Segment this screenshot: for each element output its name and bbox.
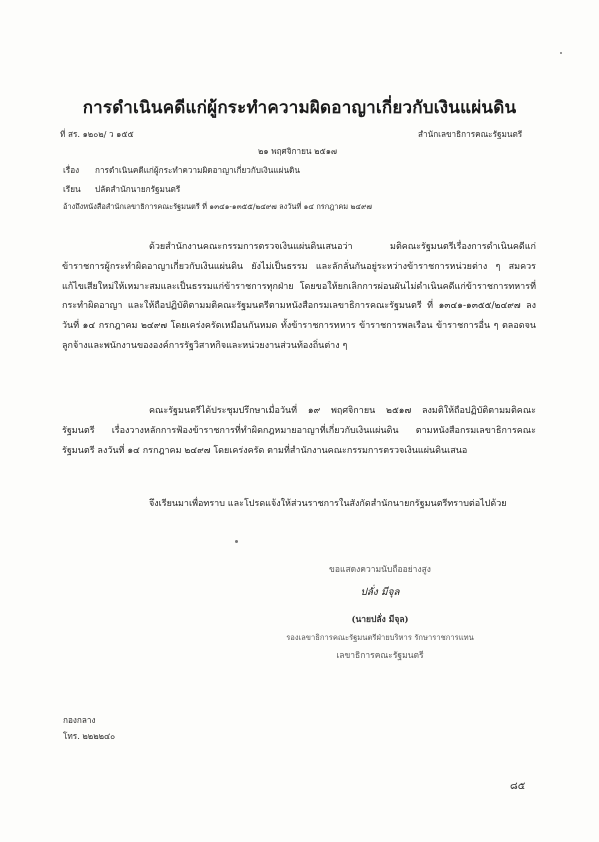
issuing-office: สำนักเลขาธิการคณะรัฐมนตรี (418, 129, 523, 139)
signatory-name: (นายปลั่ง มีจุล) (351, 615, 409, 625)
body-paragraph-3 (62, 495, 536, 515)
scan-speck (560, 52, 562, 54)
scan-speck (235, 540, 238, 543)
body-paragraph-1 (62, 238, 536, 357)
body-paragraph-3-text: จึงเรียนมาเพื่อทราบ และโปรดแจ้งให้ส่วนราชการในสังกัดสำนักนายกรัฐมนตรีทราบต่อไปด้วย (149, 499, 507, 509)
subject-label: เรื่อง (63, 165, 80, 175)
recipient-label: เรียน (63, 184, 81, 194)
body-paragraph-2 (62, 402, 536, 461)
phone-number: โทร. ๒๒๒๒๔๐ (63, 731, 116, 741)
body-paragraph-2-text: คณะรัฐมนตรีได้ประชุมปรึกษาเมื่อวันที่ ๑๙ พฤศจิกายน ๒๕๑๗ ลงมติให้ถือปฏิบัติตามมติคณะรัฐมนตรี เรื่องวางหลักการฟ้องข้าราชการที่ทำผิดกฎหมายอาญาที่เกี่ยวกับเงินแผ่นดิน ตามหนังสือกรมเลขาธิการคณะรัฐมนตรี ลงวันที่ ๑๔ กรกฎาคม ๒๔๙๗ โดยเคร่งครัด ตามที่สำนักงานคณะกรรมการตรวจเงินแผ่นดินเสนอ (62, 406, 536, 456)
handwritten-signature: ปลั่ง มีจุล (360, 587, 400, 598)
subject-text: การดำเนินคดีแก่ผู้กระทำความผิดอาญาเกี่ยวกับเงินแผ่นดิน (95, 165, 300, 175)
reference-line: อ้างถึงหนังสือสำนักเลขาธิการคณะรัฐมนตรี ที่ ๑๓๔๑-๑๓๕๕/๒๔๙๗ ลงวันที่ ๑๔ กรกฎาคม ๒๔๙๗ (63, 202, 372, 211)
signatory-position: รองเลขาธิการคณะรัฐมนตรีฝ่ายบริหาร รักษาราชการแทน (286, 633, 474, 642)
signatory-position-line2: เลขาธิการคณะรัฐมนตรี (336, 651, 424, 661)
recipient-text: ปลัดสำนักนายกรัฐมนตรี (95, 184, 181, 194)
division-name: กองกลาง (63, 715, 96, 725)
document-date: ๒๑ พฤศจิกายน ๒๕๑๗ (258, 146, 338, 156)
page-number: ๘๕ (510, 781, 526, 792)
closing-salutation: ขอแสดงความนับถืออย่างสูง (329, 565, 431, 575)
reference-number: ที่ สร. ๑๒๐๒/ ว ๑๕๕ (60, 129, 134, 139)
body-paragraph-1-text: ด้วยสำนักงานคณะกรรมการตรวจเงินแผ่นดินเสนอว่า มติคณะรัฐมนตรีเรื่องการดำเนินคดีแก่ข้าราชการผู้กระทำผิดอาญาเกี่ยวกับเงินแผ่นดิน ยังไม่เป็นธรรม และลักลั่นกันอยู่ระหว่างข้าราชการหน่วยต่าง ๆ สมควรแก้ไขเสียใหม่ให้เหมาะสมและเป็นธรรมแก่ข้าราชการทุกฝ่าย โดยขอให้ยกเลิกการผ่อนผันไม่ดำเนินคดีแก่ข้าราชการทหารที่กระทำผิดอาญา และให้ถือปฏิบัติตามมติคณะรัฐมนตรีตามหนังสือกรมเลขาธิการคณะรัฐมนตรี ที่ ๑๓๔๑-๑๓๕๕/๒๔๙๗ ลงวันที่ ๑๔ กรกฎาคม ๒๔๙๗ โดยเคร่งครัดเหมือนกันหมด ทั้งข้าราชการทหาร ข้าราชการพลเรือน ข้าราชการอื่น ๆ ตลอดจนลูกจ้างและพนักงานขององค์การรัฐวิสาหกิจและหน่วยงานส่วนท้องถิ่นต่าง ๆ (62, 242, 536, 351)
document-title: การดำเนินคดีแก่ผู้กระทำความผิดอาญาเกี่ยวกับเงินแผ่นดิน (82, 98, 517, 118)
